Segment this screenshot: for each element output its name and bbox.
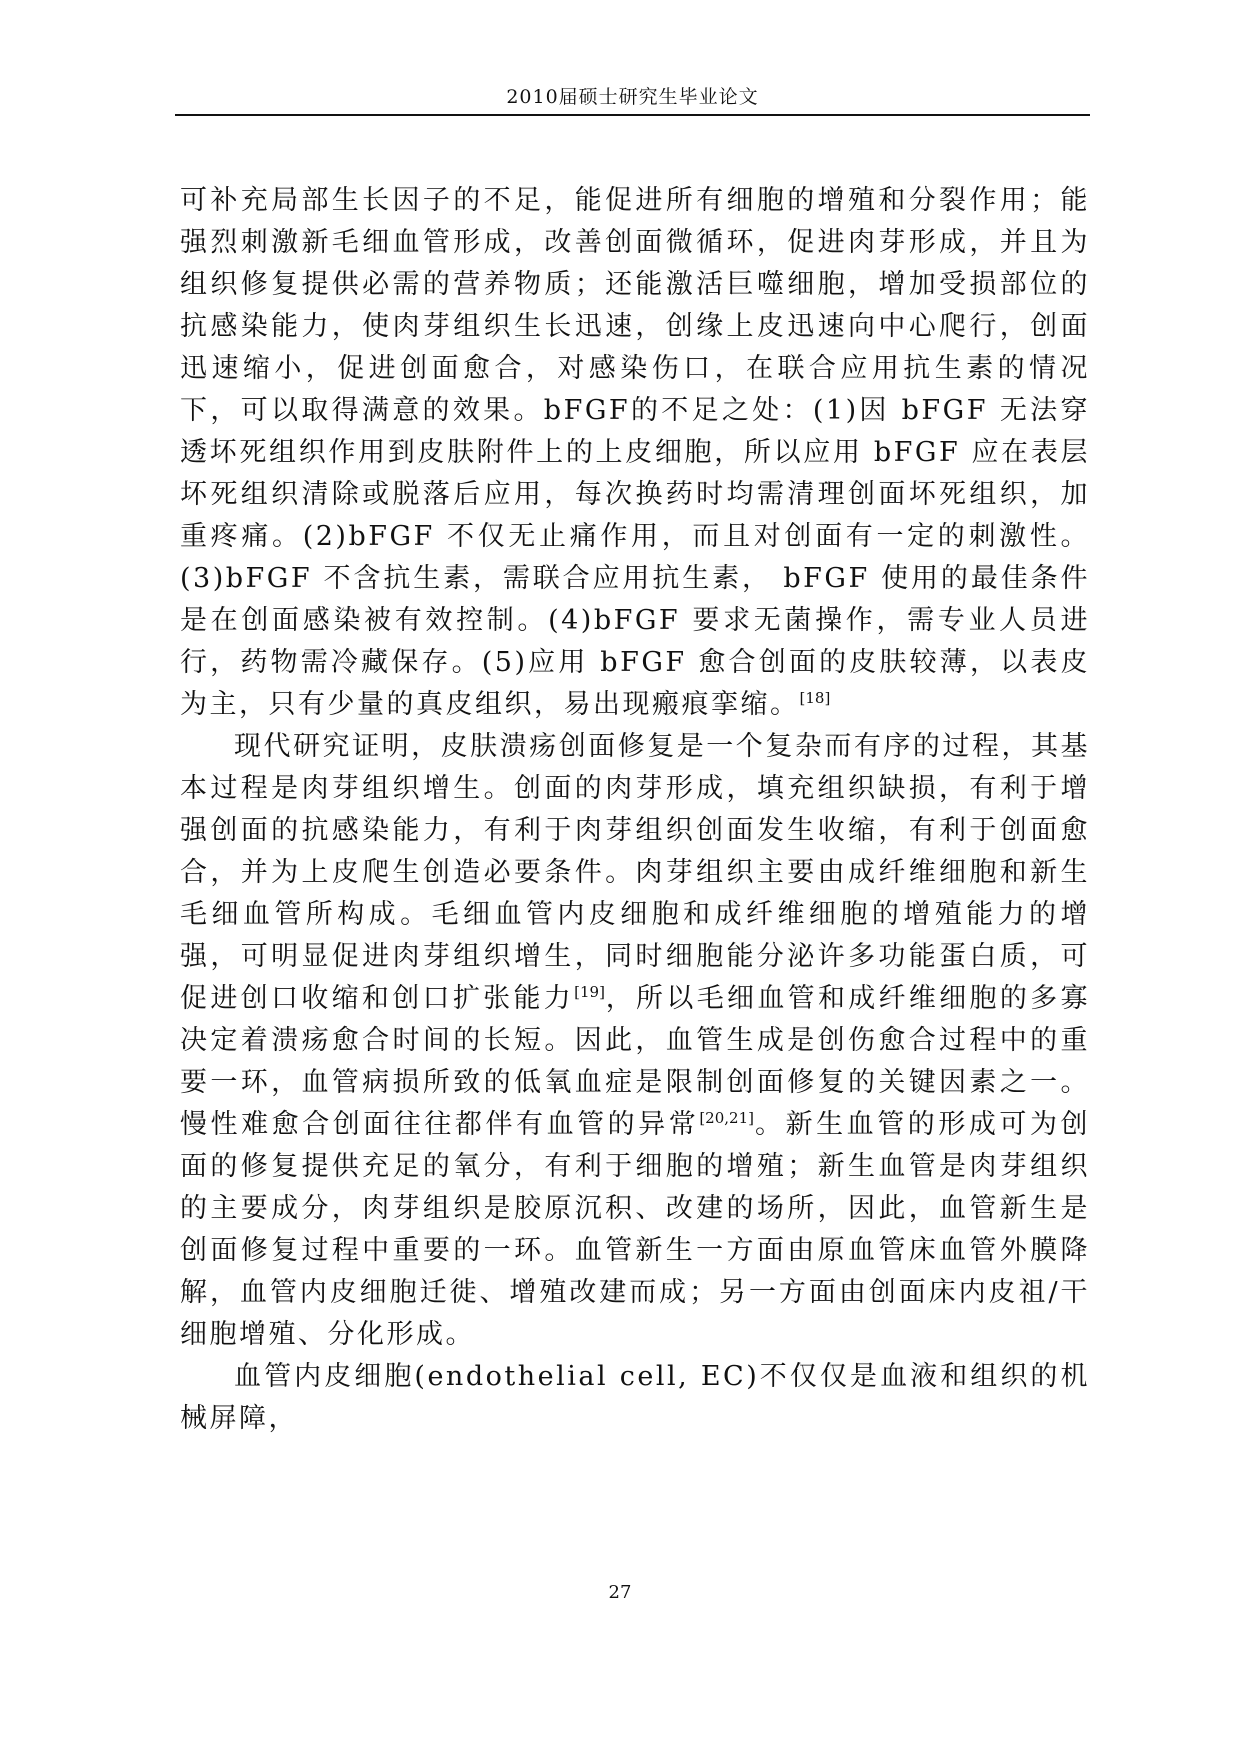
body-text <box>180 180 1090 1440</box>
paragraph-2-text-3: 。新生血管的形成可为创面的修复提供充足的氧分，有利于细胞的增殖；新生血管是肉芽组织的主要成分，肉芽组织是胶原沉积、改建的场所，因此，血管新生是创面修复过程中重要的一环。血管新生一方面由原血管床血管外膜降解，血管内皮细胞迁徙、增殖改建而成；另一方面由创面床内皮祖/干细胞增殖、分化形成。 <box>180 1109 1091 1350</box>
citation-20-21: [20,21] <box>699 1109 754 1127</box>
header-rule <box>175 114 1090 116</box>
page-number: 27 <box>608 1582 632 1603</box>
paragraph-1-text: 可补充局部生长因子的不足，能促进所有细胞的增殖和分裂作用；能强烈刺激新毛细血管形成，改善创面微循环，促进肉芽形成，并且为组织修复提供必需的营养物质；还能激活巨噬细胞，增加受损部位的抗感染能力，使肉芽组织生长迅速，创缘上皮迅速向中心爬行，创面迅速缩小，促进创面愈合，对感染伤口，在联合应用抗生素的情况下，可以取得满意的效果。bFGF的不足之处：(1)因 bFGF 无法穿透坏死组织作用到皮肤附件上的上皮细胞，所以应用 bFGF 应在表层坏死组织清除或脱落后应用，每次换药时均需清理创面坏死组织，加重疼痛。(2)bFGF 不仅无止痛作用，而且对创面有一定的刺激性。(3)bFGF 不含抗生素，需联合应用抗生素， bFGF 使用的最佳条件是在创面感染被有效控制。(4)bFGF 要求无菌操作，需专业人员进行，药物需冷藏保存。(5)应用 bFGF 愈合创面的皮肤较薄，以表皮为主，只有少量的真皮组织，易出现瘢痕挛缩。 <box>180 185 1090 720</box>
running-header: 2010届硕士研究生毕业论文 <box>506 86 759 108</box>
citation-19: [19] <box>574 983 605 1001</box>
paragraph-3-text: 血管内皮细胞(endothelial cell, EC)不仅仅是血液和组织的机械屏障， <box>180 1361 1090 1434</box>
paragraph-2 <box>180 726 1090 1356</box>
paragraph-3 <box>180 1356 1090 1440</box>
paragraph-1 <box>180 180 1090 726</box>
paragraph-2-text-2: ，所以毛细血管和成纤维细胞的多寡决定着溃疡愈合时间的长短。因此，血管生成是创伤愈合过程中的重要一环，血管病损所致的低氧血症是限制创面修复的关键因素之一。慢性难愈合创面往往都伴有血管的异常 <box>180 983 1090 1140</box>
paragraph-2-text-1: 现代研究证明，皮肤溃疡创面修复是一个复杂而有序的过程，其基本过程是肉芽组织增生。创面的肉芽形成，填充组织缺损，有利于增强创面的抗感染能力，有利于肉芽组织创面发生收缩，有利于创面愈合，并为上皮爬生创造必要条件。肉芽组织主要由成纤维细胞和新生毛细血管所构成。毛细血管内皮细胞和成纤维细胞的增殖能力的增强，可明显促进肉芽组织增生，同时细胞能分泌许多功能蛋白质，可促进创口收缩和创口扩张能力 <box>180 731 1090 1014</box>
citation-18: [18] <box>799 689 831 707</box>
